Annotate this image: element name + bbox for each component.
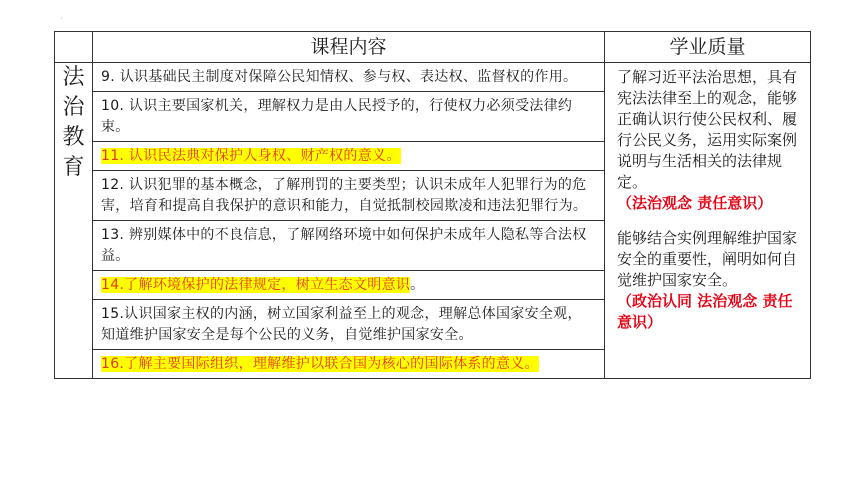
item-text: 10. 认识主要国家机关，理解权力是由人民授予的，行使权力必须受法律约束。 bbox=[101, 98, 573, 135]
quality-block-2: 能够结合实例理解维护国家安全的重要性，阐明如何自觉维护国家安全。 bbox=[617, 229, 798, 289]
quality-cell bbox=[605, 63, 811, 379]
content-item-9 bbox=[93, 63, 605, 92]
item-text: 15.认识国家主权的内涵，树立国家利益至上的观念，理解总体国家安全观，知道维护国家安全是每个公民的义务，自觉维护国家安全。 bbox=[101, 306, 582, 343]
header-row bbox=[55, 32, 811, 63]
curriculum-table bbox=[54, 31, 811, 379]
header-content: 课程内容 bbox=[93, 32, 605, 63]
item-text-highlighted: 16.了解主要国际组织，理解维护以联合国为核心的国际体系的意义。 bbox=[101, 356, 539, 372]
header-empty-cell bbox=[55, 32, 93, 63]
item-text: 12. 认识犯罪的基本概念，了解刑罚的主要类型；认识未成年人犯罪行为的危害，培育和提高自我保护的意识和能力，自觉抵制校园欺凌和违法犯罪行为。 bbox=[101, 177, 588, 214]
content-item-14 bbox=[93, 271, 605, 300]
content-item-12 bbox=[93, 171, 605, 221]
item-text: 9. 认识基础民主制度对保障公民知情权、参与权、表达权、监督权的作用。 bbox=[101, 69, 578, 85]
side-char: 治 bbox=[62, 95, 85, 120]
quality-block-1: 了解习近平法治思想，具有宪法法律至上的观念，能够正确认识行使公民权利、履行公民义务，运用实际案例说明与生活相关的法律规定。 bbox=[617, 68, 798, 191]
table-row bbox=[55, 63, 811, 92]
content-item-15 bbox=[93, 300, 605, 350]
item-text: 13. 辨别媒体中的不良信息，了解网络环境中如何保护未成年人隐私等合法权益。 bbox=[101, 227, 587, 264]
header-quality: 学业质量 bbox=[605, 32, 811, 63]
content-item-16 bbox=[93, 350, 605, 379]
quality-emphasis-1: （法治观念 责任意识） bbox=[617, 194, 773, 212]
item-text-highlighted: 14.了解环境保护的法律规定，树立生态文明意识 bbox=[101, 277, 411, 293]
side-char: 育 bbox=[62, 155, 85, 180]
item-text-highlighted: 11. 认识民法典对保护人身权、财产权的意义。 bbox=[101, 148, 401, 164]
corner-mark: · bbox=[60, 14, 63, 23]
side-label bbox=[55, 63, 93, 379]
side-char: 法 bbox=[62, 65, 85, 90]
content-item-13 bbox=[93, 221, 605, 271]
item-tail: 。 bbox=[410, 277, 425, 293]
content-item-11 bbox=[93, 142, 605, 171]
content-item-10 bbox=[93, 92, 605, 142]
side-char: 教 bbox=[62, 125, 85, 150]
quality-emphasis-2: （政治认同 法治观念 责任意识） bbox=[617, 292, 793, 331]
